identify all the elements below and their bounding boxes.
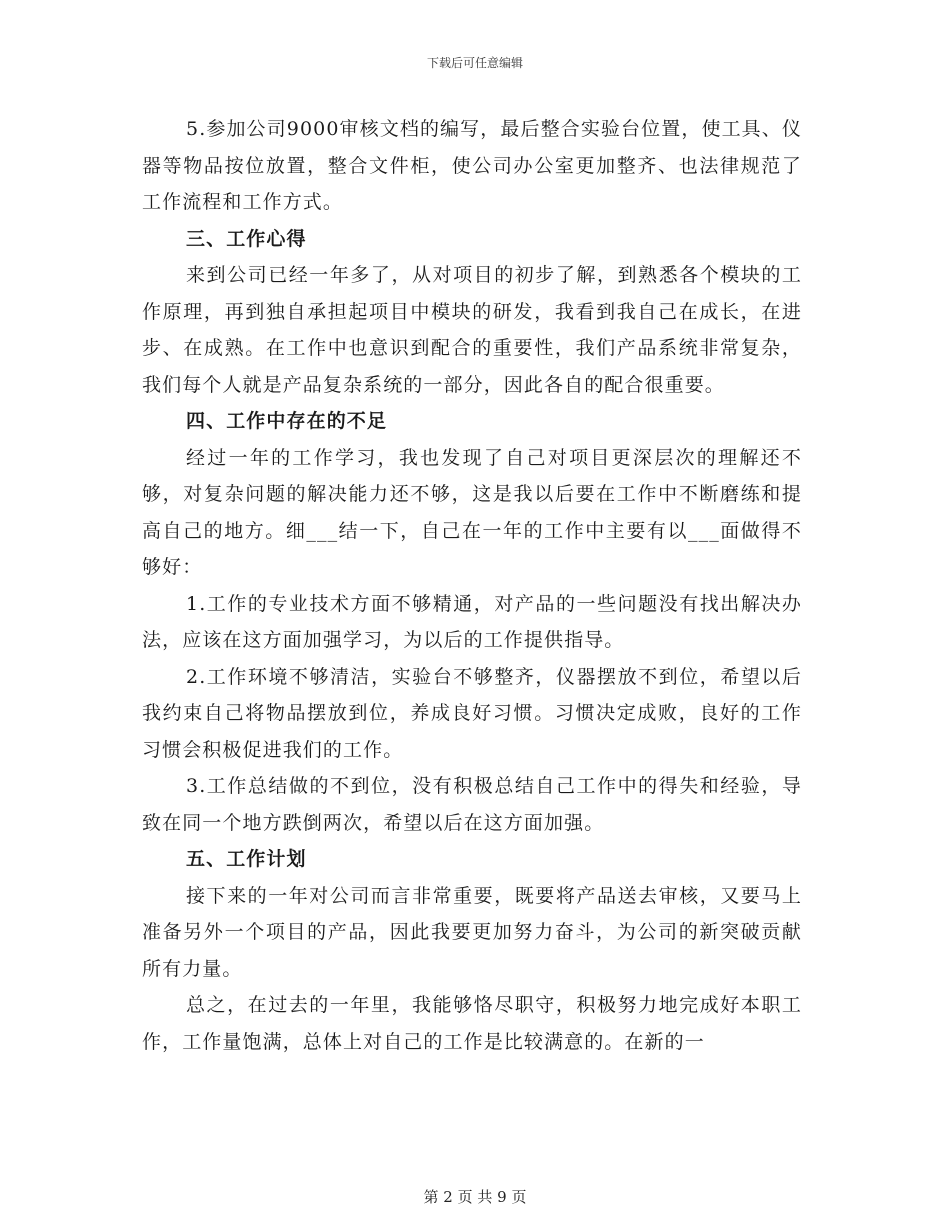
paragraph-shortcoming-2: 2.工作环境不够清洁，实验台不够整齐，仪器摆放不到位，希望以后我约束自己将物品摆放到位，养成良好习惯。习惯决定成败，良好的工作习惯会积极促进我们的工作。: [142, 665, 802, 761]
paragraph-shortcoming-1: 1.工作的专业技术方面不够精通，对产品的一些问题没有找出解决办法，应该在这方面加强学习，为以后的工作提供指导。: [142, 592, 802, 651]
section-heading-work-plan: 五、工作计划: [186, 848, 307, 870]
page-number-footer: 第 2 页 共 9 页: [423, 1188, 527, 1206]
paragraph-shortcomings-intro: 经过一年的工作学习，我也发现了自己对项目更深层次的理解还不够，对复杂问题的解决能力还不够，这是我以后要在工作中不断磨练和提高自己的地方。细___结一下，自己在一年的工作中主要有以___面做得不够好：: [142, 446, 802, 578]
paragraph-conclusion: 总之，在过去的一年里，我能够恪尽职守，积极努力地完成好本职工作，工作量饱满，总体上对自己的工作是比较满意的。在新的一: [142, 994, 802, 1053]
document-body: [142, 111, 802, 1060]
section-heading-shortcomings: 四、工作中存在的不足: [186, 410, 388, 432]
page-header-note: 下载后可任意编辑: [426, 56, 523, 70]
section-heading-work-experience: 三、工作心得: [186, 227, 307, 250]
paragraph-item-5: 5.参加公司9000审核文档的编写，最后整合实验台位置，使工具、仪器等物品按位放置，整合文件柜，使公司办公室更加整齐、也法律规范了工作流程和工作方式。: [142, 118, 802, 213]
paragraph-work-experience: 来到公司已经一年多了，从对项目的初步了解，到熟悉各个模块的工作原理，再到独自承担起项目中模块的研发，我看到我自己在成长，在进步、在成熟。在工作中也意识到配合的重要性，我们产品系统非常复杂，我们每个人就是产品复杂系统的一部分，因此各自的配合很重要。: [142, 264, 802, 396]
paragraph-work-plan: 接下来的一年对公司而言非常重要，既要将产品送去审核，又要马上准备另外一个项目的产品，因此我要更加努力奋斗，为公司的新突破贡献所有力量。: [142, 884, 802, 980]
paragraph-shortcoming-3: 3.工作总结做的不到位，没有积极总结自己工作中的得失和经验，导致在同一个地方跌倒两次，希望以后在这方面加强。: [142, 775, 802, 834]
